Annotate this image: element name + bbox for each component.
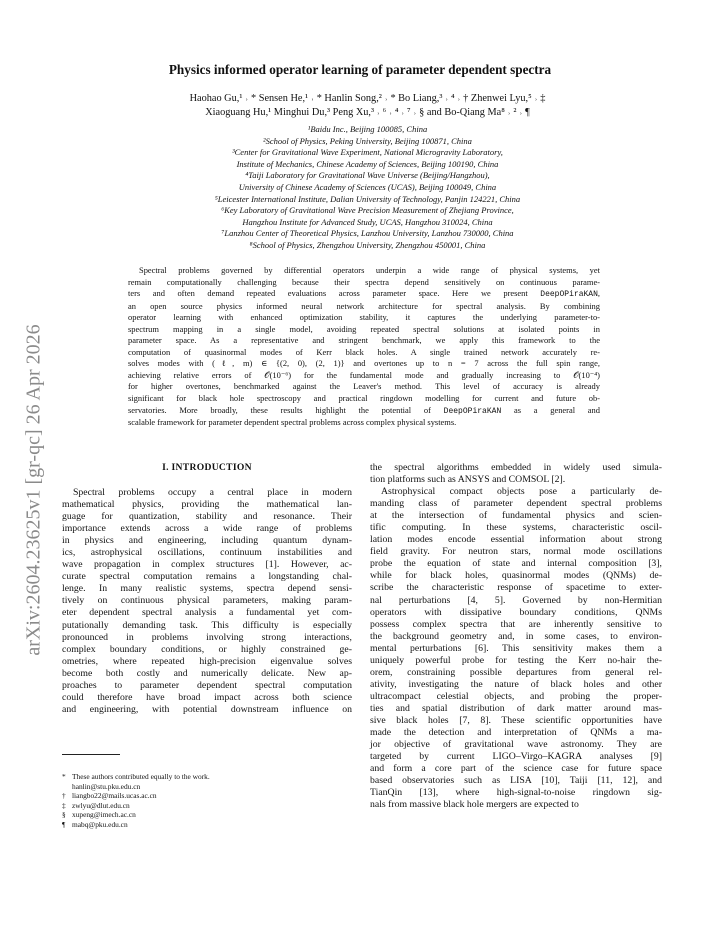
footnote-mark: *: [62, 772, 66, 781]
abstract-line: computation of quasinormal modes of Kerr black holes. A single trained network accurately re-: [128, 346, 600, 357]
affiliation-line: ²School of Physics, Peking University, Beijing 100871, China: [263, 135, 472, 146]
body-text-line: made the detection and interpretation of QNMs a ma-: [370, 727, 662, 739]
body-text-line: while for black holes, quasinormal modes (QNMs) de-: [370, 570, 662, 582]
footnote: [62, 791, 352, 801]
body-text-line: sive black holes [7, 8]. These scientific opportunities have: [370, 714, 662, 726]
body-text-line: field gravity. For neutron stars, normal mode oscillations: [370, 546, 662, 558]
footnote-text: mabq@pku.edu.cn: [72, 819, 128, 829]
body-text-line: operators with dissipative boundary conditions, QNMs: [370, 606, 662, 618]
footnote-mark: §: [62, 810, 66, 820]
body-text-line: ativity, investigating the nature of black holes and other: [370, 678, 662, 690]
body-text-line: targeted by current LIGO–Virgo–KAGRA analyses [9]: [370, 751, 662, 763]
affiliation-line: ¹Baidu Inc., Beijing 100085, China: [307, 124, 428, 134]
body-text-line: and engineering, with potential downstream influence on: [62, 703, 352, 715]
affiliation-line: Institute of Mechanics, Chinese Academy of Sciences, Beijing 100190, China: [236, 158, 499, 169]
footnote: [62, 772, 352, 782]
body-text-line: ties and spatial distribution of dark matter around mas-: [370, 702, 662, 714]
body-text-line: could therefore have broad impact across both science: [62, 691, 352, 703]
body-text-line: mental perturbations [6]. This sensitivity makes them a: [370, 642, 662, 654]
abstract-line: an open source physics informed neural network architecture for spectral analysis. By combining: [128, 300, 600, 311]
body-text-line: become both costly and numerically delicate. New ap-: [62, 667, 352, 679]
body-text-line: nals from massive black hole mergers are expected to: [370, 799, 579, 811]
footnote-mark: ¶: [62, 819, 66, 829]
body-text-line: curate spectral computation remains a longstanding chal-: [62, 571, 352, 583]
body-text-line: ultracompact celestial objects, and probing the proper-: [370, 690, 662, 702]
footnote-text: liangbo22@mails.ucas.ac.cn: [72, 791, 157, 801]
affiliation-line: ³Center for Gravitational Wave Experiment, National Microgravity Laboratory,: [232, 147, 503, 158]
affiliation-line: University of Chinese Academy of Sciences (UCAS), Beijing 100049, China: [238, 181, 497, 192]
abstract-line: solves modes with (ℓ, m) ∈ {(2, 0), (2, 1)} and overtones up to n = 7 across the full spin range,: [128, 358, 600, 369]
footnote: [62, 801, 352, 811]
affiliations: [60, 124, 675, 252]
body-text-line: lenge. In many realistic systems, spectra depend sensi-: [62, 583, 352, 595]
body-text-line: orem, constraining possible departures from general rel-: [370, 666, 662, 678]
abstract-line: spectrum mapping in a single model, avoiding repeated spectral solutions at isolated points in: [128, 323, 600, 334]
body-text-line: tively on continuous physical parameters, making param-: [62, 595, 352, 607]
footnote: [62, 782, 352, 792]
body-text-line: proaches to parameter dependent spectral computation: [62, 679, 352, 691]
body-text-line: putationally demanding task. This difficulty is especially: [62, 619, 352, 631]
body-text-line: probe the equation of state and internal composition [3],: [370, 558, 662, 570]
section-heading-introduction: I. INTRODUCTION: [162, 462, 252, 473]
body-text-line: the background geometry and, in some cases, to environ-: [370, 630, 662, 642]
abstract-line: ters and often demand repeated evaluations across parameter space. Here we present DeepOPiraKAN,: [128, 288, 600, 300]
footnote-mark: ‡: [62, 800, 66, 810]
body-text-line: tion platforms such as ANSYS and COMSOL [2].: [370, 474, 566, 486]
abstract-line: parameter space. As a representative and stringent benchmark, we apply this framework to the: [128, 335, 600, 346]
footnote-text: zwlyu@dlut.edu.cn: [72, 800, 130, 810]
author-line-1: Haohao Gu,¹ ˒ * Sensen He,¹ ˒ * Hanlin Song,² ˒ * Bo Liang,³ ˒ ⁴ ˒ † Zhenwei Lyu,⁵ ˒ ‡: [189, 93, 546, 104]
body-text-line: manding class of parameter dependent spectral problems: [370, 498, 662, 510]
footnote-mark: †: [62, 791, 66, 801]
footnote-text: hanlin@stu.pku.edu.cn: [72, 781, 141, 791]
body-text-line: possess complex spectra that are inherently sensitive to: [370, 618, 662, 630]
body-text-line: complex boundary conditions, or highly constrained ge-: [62, 643, 352, 655]
abstract-line: scalable framework for parameter dependent spectral problems across complex physical systems.: [128, 417, 457, 428]
paper-title: Physics informed operator learning of parameter dependent spectra: [168, 62, 552, 77]
arxiv-identifier-sidebar: [4, 300, 64, 680]
body-text-line: in physics and engineering, including quantum dynam-: [62, 535, 352, 547]
body-text-line: importance extends across a wide range of problems: [62, 523, 352, 535]
footnote-text: xupeng@imech.ac.cn: [72, 810, 136, 820]
footnote-text: These authors contributed equally to the work.: [72, 772, 210, 781]
body-text-line: guage for quantization, stability and resonance. Their: [62, 511, 352, 523]
body-text-line: the spectral algorithms embedded in widely used simula-: [370, 462, 662, 473]
author-line-2: Xiaoguang Hu,¹ Minghui Du,³ Peng Xu,³ ˒ ⁶ ˒ ⁴ ˒ ⁷ ˒ § and Bo-Qiang Ma⁸ ˒ ² ˒ ¶: [205, 107, 530, 118]
body-text-line: scribe the characteristic response of spacetime to exter-: [370, 582, 662, 594]
arxiv-id: arXiv:2604.23625v1 [gr-qc] 26 Apr 2026: [22, 324, 45, 656]
abstract-line: servatories. More broadly, these results highlight the potential of DeepOPiraKAN as a general and: [128, 404, 600, 416]
affiliation-line: Hangzhou Institute for Advanced Study, UCAS, Hangzhou 310024, China: [242, 216, 493, 227]
body-text-line: TianQin [13], where high-signal-to-noise ringdown sig-: [370, 787, 662, 799]
right-column-text: [370, 462, 662, 811]
body-text-line: ometries, where repeated high-precision eigenvalue solves: [62, 655, 352, 667]
abstract-line: for higher overtones, benchmarked against the Leaver's method. This level of accuracy is already: [128, 381, 600, 392]
affiliation-line: ⁵Leicester International Institute, Dalian University of Technology, Panjin 124221, China: [214, 193, 521, 204]
body-text-line: wave propagation in complex structures [1]. However, ac-: [62, 559, 352, 571]
abstract-line: Spectral problems governed by differential operators underpin a wide range of physical systems, yet: [139, 265, 600, 275]
body-text-line: jor objective of gravitational wave astronomy. They are: [370, 739, 662, 751]
abstract-line: significant for black hole spectroscopy and practical ringdown modelling for current and future ob-: [128, 393, 600, 404]
body-text-line: pronounced in problems involving strong interactions,: [62, 631, 352, 643]
body-text-line: and form a core part of the science case for future space: [370, 763, 662, 775]
body-text-line: Spectral problems occupy a central place in modern: [73, 487, 352, 498]
abstract-line: operator learning with enhanced optimization stability, it captures the underlying parameter-to-: [128, 312, 600, 323]
author-list: [80, 92, 655, 120]
abstract: [128, 265, 600, 429]
body-text-line: at the intersection of fundamental physics and scien-: [370, 510, 662, 522]
footnote: [62, 820, 352, 830]
affiliation-line: ⁷Lanzhou Center of Theoretical Physics, Lanzhou University, Lanzhou 730000, China: [221, 228, 514, 239]
abstract-line: achieving relative errors of 𝒪(10⁻⁶) for the fundamental mode and gradually increasing to 𝒪(10⁻⁴): [128, 369, 600, 380]
body-text-line: nal perturbations [4, 5]. Governed by non-Hermitian: [370, 594, 662, 606]
footnotes: [62, 772, 352, 830]
body-text-line: eter dependent spectral analysis a fundamental yet com-: [62, 607, 352, 619]
body-text-line: ics, astrophysical oscillations, continuum instabilities and: [62, 547, 352, 559]
body-text-line: mathematical physics, providing the mathematical lan-: [62, 499, 352, 511]
affiliation-line: ⁸School of Physics, Zhengzhou University, Zhengzhou 450001, China: [249, 239, 486, 250]
body-text-line: uniquely powerful probe for testing the Kerr no-hair the-: [370, 654, 662, 666]
body-text-line: Astrophysical compact objects pose a particularly de-: [381, 486, 662, 498]
affiliation-line: ⁶Key Laboratory of Gravitational Wave Precision Measurement of Zhejiang Province,: [221, 205, 514, 216]
abstract-line: remain computationally challenging because their spectra depend sensitively on continuous parame-: [128, 276, 600, 287]
body-text-line: tific computing. In these systems, characteristic oscil-: [370, 522, 662, 534]
footnote: [62, 810, 352, 820]
affiliation-line: ⁴Taiji Laboratory for Gravitational Wave Universe (Beijing/Hangzhou),: [245, 170, 490, 181]
footnote-rule: [62, 754, 120, 755]
left-column-text: [62, 487, 352, 716]
body-text-line: lation modes encode essential information about strong: [370, 534, 662, 546]
body-text-line: based observatories such as LISA [10], Taiji [11, 12], and: [370, 775, 662, 787]
